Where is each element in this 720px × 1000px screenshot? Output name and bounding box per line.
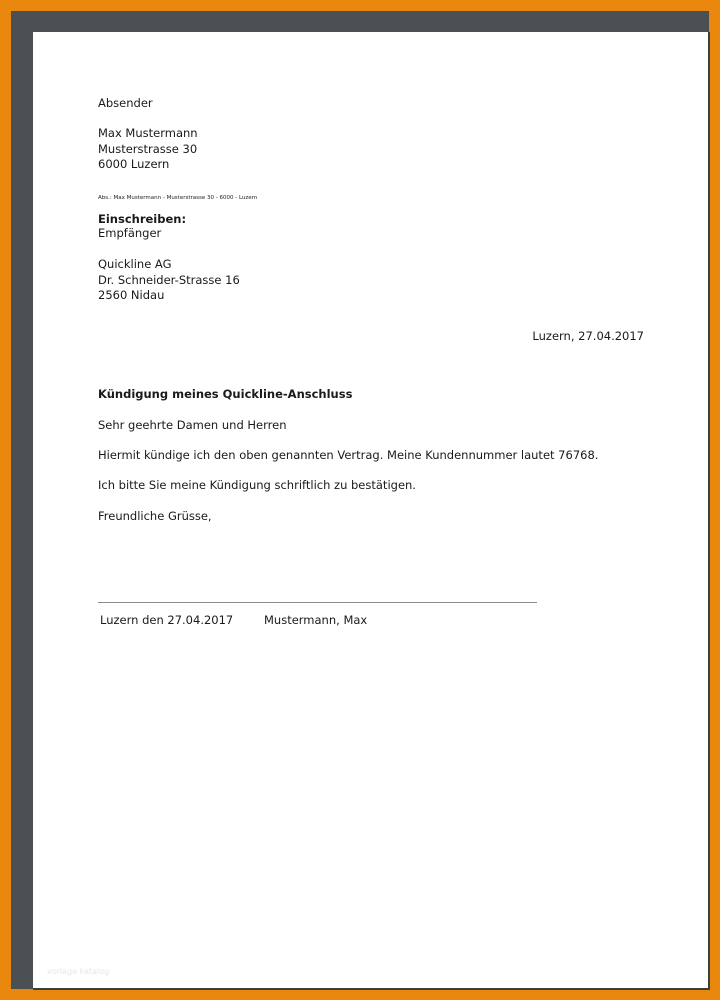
- watermark: vorlage katalog: [47, 967, 110, 976]
- sender-city: 6000 Luzern: [98, 157, 170, 171]
- date-line: Luzern, 27.04.2017: [532, 329, 644, 343]
- sender-address: [98, 126, 198, 173]
- signature-name: Mustermann, Max: [264, 613, 368, 627]
- letter-page: [33, 32, 710, 990]
- signature-line: [98, 602, 537, 603]
- recipient-street: Dr. Schneider-Strasse 16: [98, 272, 240, 287]
- sender-heading: Absender: [98, 96, 153, 110]
- recipient-heading: Empfänger: [98, 226, 162, 240]
- subject-line: Kündigung meines Quickline-Anschluss: [98, 387, 353, 401]
- body-paragraph-2: Ich bitte Sie meine Kündigung schriftlich zu bestätigen.: [98, 478, 416, 492]
- return-address-line: Abs.: Max Mustermann - Musterstrasse 30 - 6000 - Luzern: [98, 195, 258, 201]
- page-frame: [11, 11, 709, 989]
- sender-street: Musterstrasse 30: [98, 141, 198, 156]
- salutation: Sehr geehrte Damen und Herren: [98, 418, 287, 432]
- body-paragraph-1: Hiermit kündige ich den oben genannten Vertrag. Meine Kundennummer lautet 76768.: [98, 448, 599, 462]
- recipient-address: [98, 257, 240, 304]
- closing: Freundliche Grüsse,: [98, 509, 212, 523]
- signature-place-date: Luzern den 27.04.2017: [100, 613, 234, 627]
- registered-label: Einschreiben:: [98, 212, 187, 226]
- recipient-name: Quickline AG: [98, 257, 172, 271]
- sender-name: Max Mustermann: [98, 126, 198, 140]
- recipient-city: 2560 Nidau: [98, 288, 165, 302]
